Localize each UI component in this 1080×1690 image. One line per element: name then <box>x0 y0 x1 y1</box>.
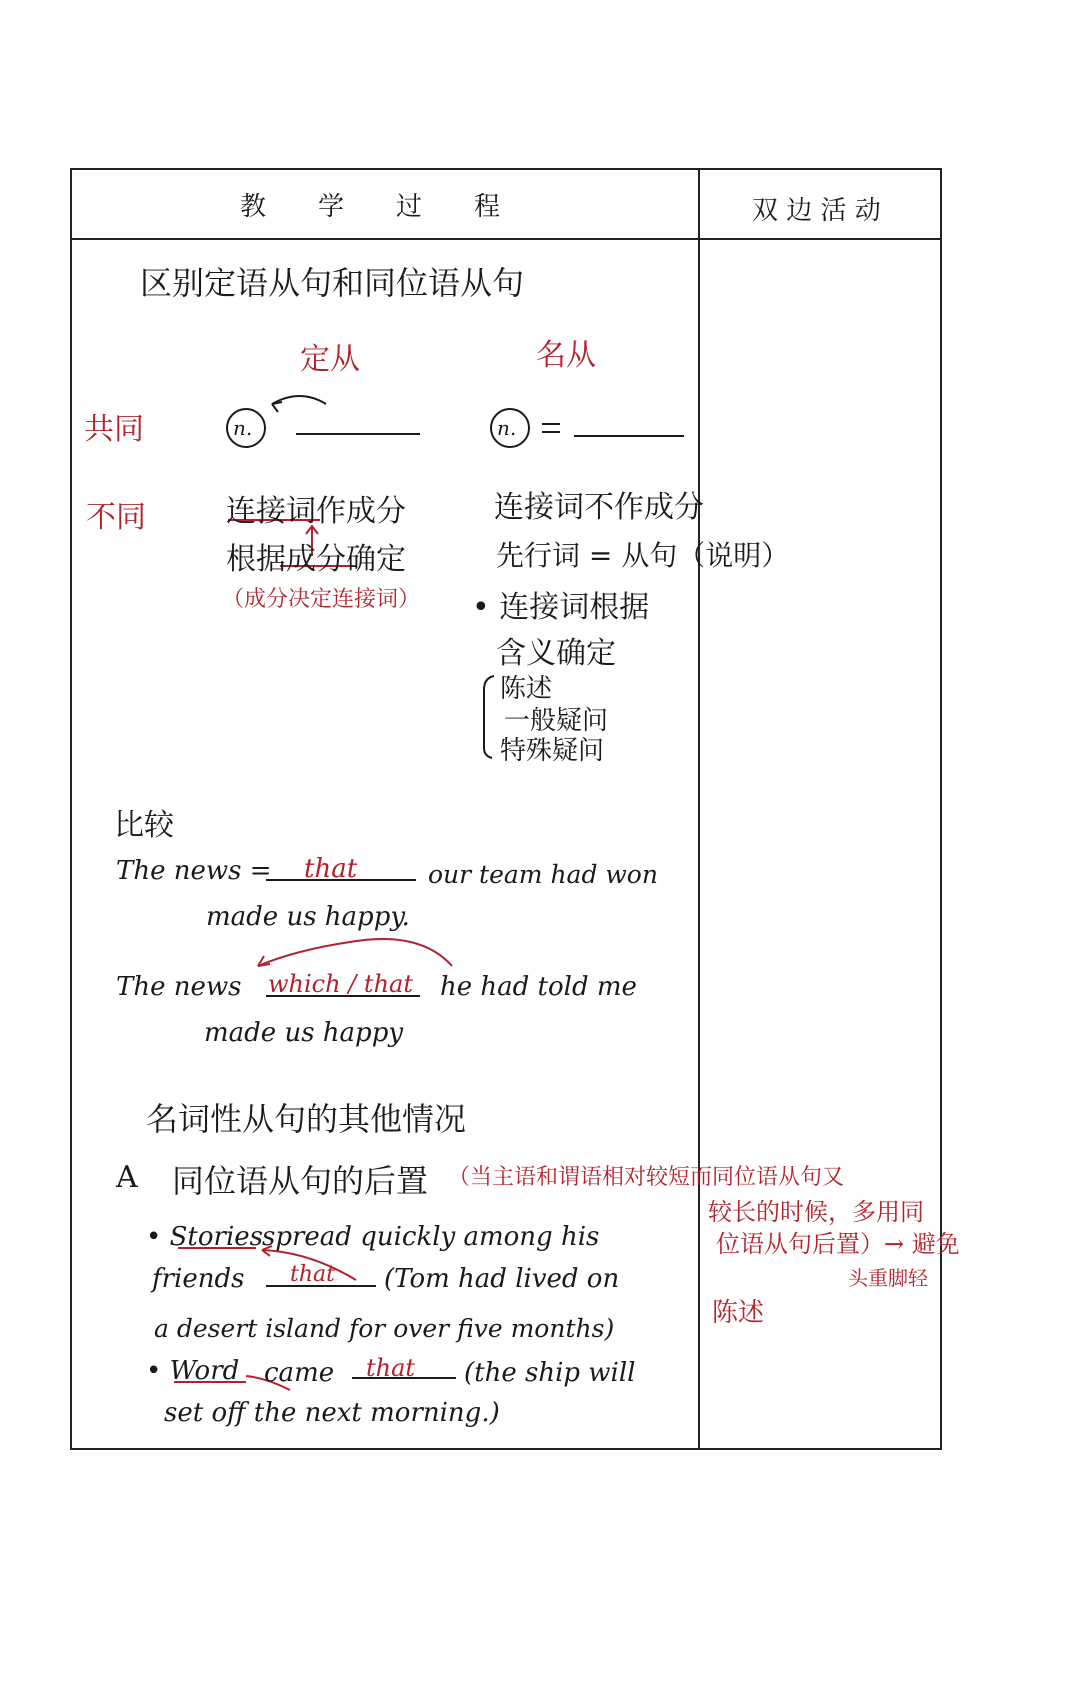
ex1-line1-a: • Stories <box>146 1222 263 1252</box>
left-diff-line2: 根据成分确定 <box>226 542 406 577</box>
compare-s1-a: The news = <box>116 856 272 886</box>
header-two-way-activity: 双 边 活 动 <box>752 196 881 226</box>
noun-mark-right: n. <box>497 416 517 440</box>
ex1-blank: that <box>290 1262 335 1287</box>
right-diff-line3: • 连接词根据 <box>472 590 650 625</box>
ex1-line2-a: friends <box>152 1264 245 1294</box>
ex2-line1-b: came <box>264 1358 335 1388</box>
section2-a-note-tail: 陈述 <box>712 1298 765 1328</box>
compare-s2-c: made us happy <box>204 1018 404 1048</box>
section2-a-title: 同位语从句的后置 <box>172 1162 429 1200</box>
ex2-line1-c: (the ship will <box>464 1358 636 1388</box>
label-dingcong: 定从 <box>300 342 360 377</box>
right-list-item-3: 特殊疑问 <box>500 736 605 766</box>
ex1-line2-b: (Tom had lived on <box>384 1264 620 1294</box>
header-teaching-process: 教 学 过 程 <box>240 192 501 222</box>
section2-a-label: A <box>116 1160 138 1195</box>
compare-s1-c: made us happy. <box>206 902 410 932</box>
header-divider <box>70 238 940 240</box>
ex2-blank: that <box>366 1354 416 1382</box>
right-list-item-1: 陈述 <box>500 674 553 704</box>
ex2-line1-a: • Word <box>146 1356 240 1386</box>
compare-s2-b: he had told me <box>440 972 637 1002</box>
section2-a-note-line1: （当主语和谓语相对较短而同位语从句又 <box>448 1165 845 1190</box>
left-diff-note: （成分决定连接词） <box>222 587 421 612</box>
section2-a-note-line3: 位语从句后置）→ 避免 <box>716 1230 960 1258</box>
right-diff-line2: 先行词 = 从句（说明） <box>496 539 790 572</box>
compare-s2-blank: which / that <box>268 970 413 998</box>
label-butong: 不同 <box>86 500 146 535</box>
right-diff-line1: 连接词不作成分 <box>494 490 704 525</box>
compare-s1-b: our team had won <box>428 860 658 889</box>
noun-mark-left: n. <box>233 416 253 440</box>
ex1-line3: a desert island for over five months) <box>154 1314 615 1343</box>
right-diff-line4: 含义确定 <box>496 636 616 671</box>
column-divider <box>698 168 700 1448</box>
compare-s2-a: The news <box>116 972 242 1002</box>
label-mingcong: 名从 <box>536 338 596 373</box>
compare-s1-blank: that <box>304 854 358 884</box>
ex1-line1-b: spread quickly among his <box>262 1222 600 1252</box>
ex2-line2: set off the next morning.) <box>164 1398 500 1428</box>
right-list-item-2: 一般疑问 <box>504 706 609 736</box>
compare-title: 比较 <box>114 808 174 843</box>
section1-title: 区别定语从句和同位语从句 <box>140 264 525 302</box>
section2-a-note-line2: 较长的时候，多用同 <box>708 1198 924 1226</box>
label-gongtong: 共同 <box>84 412 144 447</box>
left-diff-line1: 连接词作成分 <box>226 494 406 529</box>
section2-title: 名词性从句的其他情况 <box>146 1100 467 1138</box>
section2-a-note-line4: 头重脚轻 <box>848 1266 928 1290</box>
